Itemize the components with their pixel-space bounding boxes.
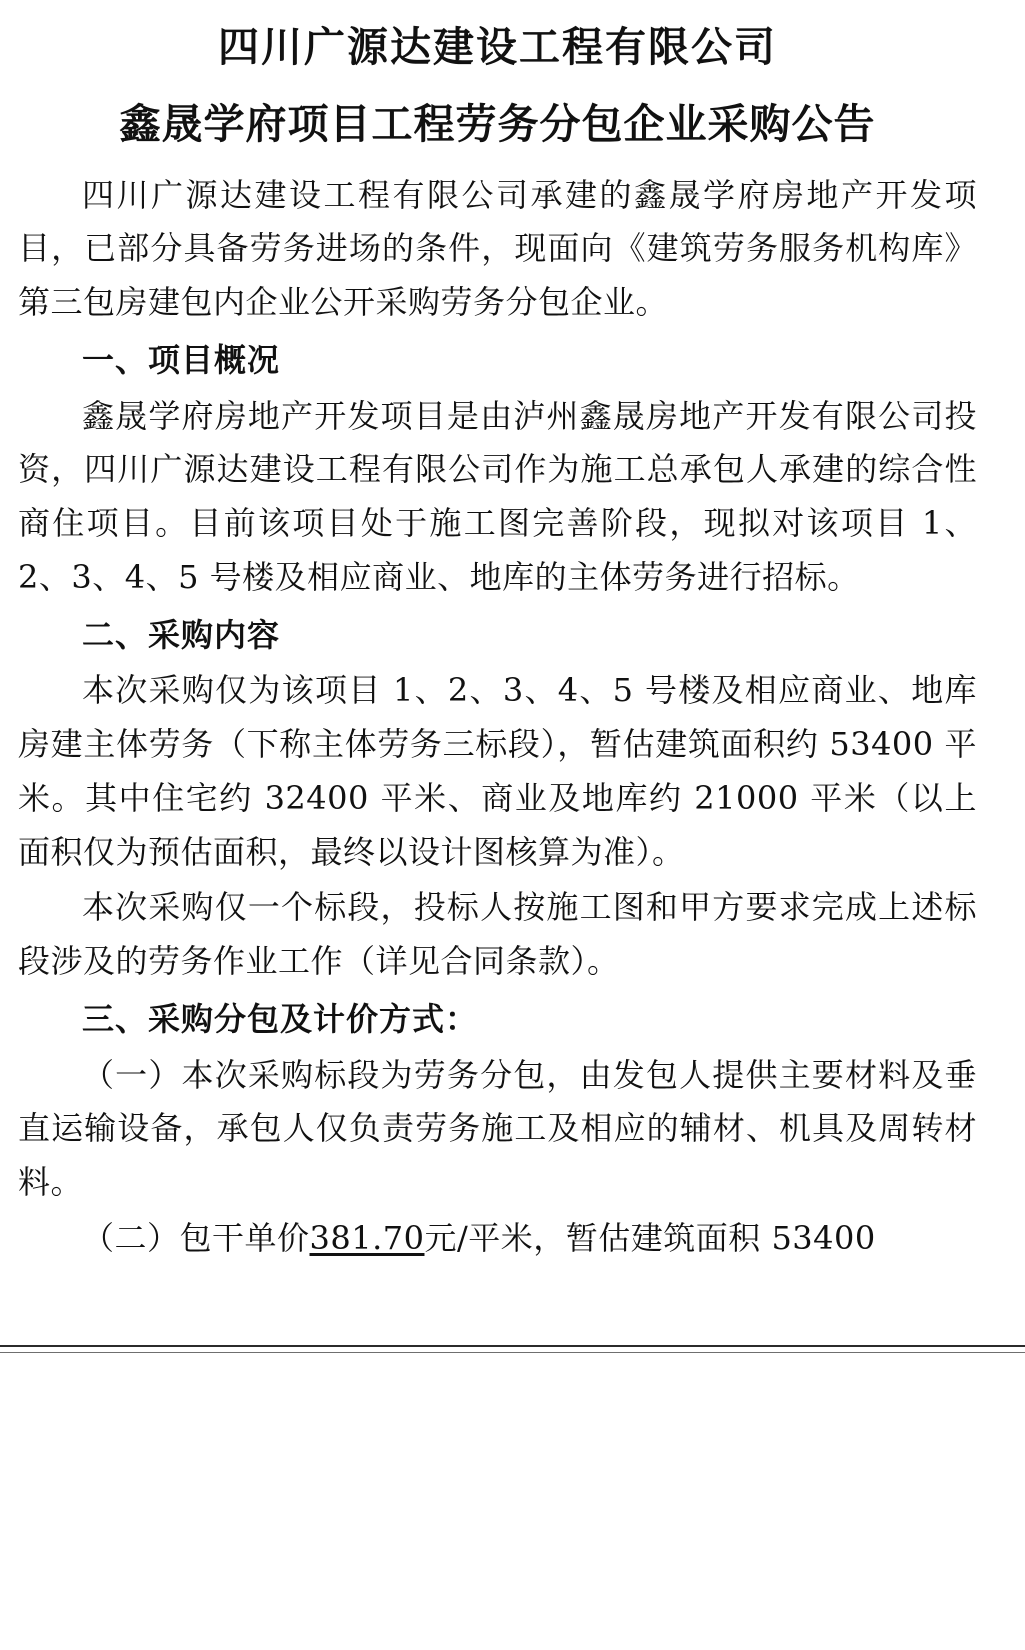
page-divider-line-top bbox=[0, 1345, 1025, 1347]
item-two-suffix: 元/平米，暂估建筑面积 53400 bbox=[424, 1218, 876, 1257]
section-3-item-two bbox=[18, 1212, 977, 1266]
announcement-title: 鑫晟学府项目工程劳务分包企业采购公告 bbox=[119, 100, 876, 149]
section-2-paragraph-1: 本次采购仅为该项目 1、2、3、4、5 号楼及相应商业、地库房建主体劳务（下称主体劳务三标段），暂估建筑面积约 53400 平米。其中住宅约 32400 平米、商业及地库约 21000 平米（以上面积仅为预估面积，最终以设计图核算为准）。 bbox=[18, 671, 977, 871]
section-3-paragraph-1: （一）本次采购标段为劳务分包，由发包人提供主要材料及垂直运输设备，承包人仅负责劳务施工及相应的辅材、机具及周转材料。 bbox=[18, 1055, 977, 1202]
company-name-title: 四川广源达建设工程有限公司 bbox=[218, 23, 777, 71]
section-2-paragraph-2: 本次采购仅一个标段，投标人按施工图和甲方要求完成上述标段涉及的劳务作业工作（详见合同条款）。 bbox=[18, 888, 977, 981]
unit-price-value: 381.70 bbox=[309, 1218, 425, 1257]
section-heading-1: 一、项目概况 bbox=[82, 340, 281, 379]
section-heading-3: 三、采购分包及计价方式： bbox=[82, 999, 479, 1038]
section-heading-2: 二、采购内容 bbox=[82, 615, 281, 654]
section-1-paragraph-1: 鑫晟学府房地产开发项目是由泸州鑫晟房地产开发有限公司投资，四川广源达建设工程有限公司作为施工总承包人承建的综合性商住项目。目前该项目处于施工图完善阶段，现拟对该项目 1、2、3、4、5 号楼及相应商业、地库的主体劳务进行招标。 bbox=[18, 396, 977, 596]
document-title-block bbox=[18, 20, 977, 153]
page-divider-line-bottom bbox=[0, 1352, 1025, 1353]
intro-paragraph: 四川广源达建设工程有限公司承建的鑫晟学府房地产开发项目，已部分具备劳务进场的条件，现面向《建筑劳务服务机构库》第三包房建包内企业公开采购劳务分包企业。 bbox=[18, 175, 977, 322]
item-two-prefix: （二）包干单价 bbox=[82, 1218, 310, 1257]
